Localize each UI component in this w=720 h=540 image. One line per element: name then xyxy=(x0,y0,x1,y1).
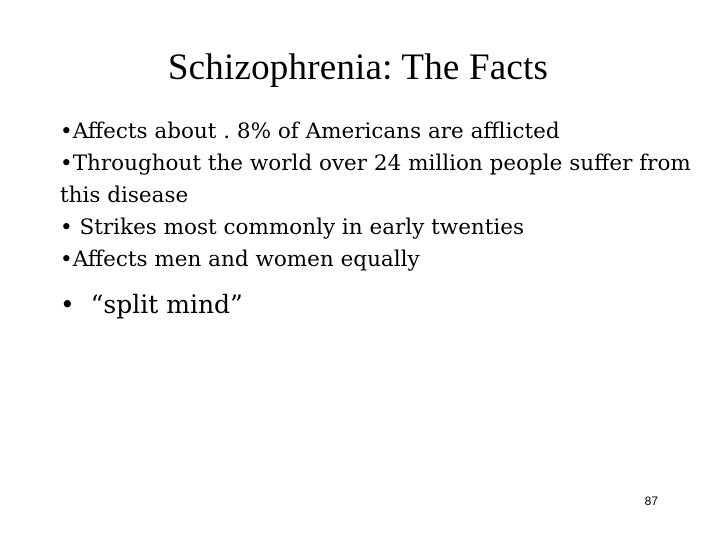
bullet-spacer xyxy=(73,215,80,240)
bullet-glyph: • xyxy=(60,119,73,144)
bullet-item-worldwide xyxy=(60,148,700,212)
bullet-glyph: • xyxy=(60,290,75,319)
bullet-text: “split mind” xyxy=(90,290,243,319)
bullet-glyph: • xyxy=(60,215,73,240)
bullet-spacer xyxy=(75,290,91,319)
bullet-text: Throughout the world over 24 million people suffer from this disease xyxy=(60,151,698,208)
bullet-text: Affects men and women equally xyxy=(72,247,420,272)
bullet-text: Affects about . 8% of Americans are afflicted xyxy=(72,119,560,144)
page-number: 87 xyxy=(644,494,658,508)
bullet-item-split-mind xyxy=(60,288,700,322)
bullet-text: Strikes most commonly in early twenties xyxy=(79,215,525,240)
bullet-list xyxy=(60,116,700,322)
slide-title: Schizophrenia: The Facts xyxy=(167,47,549,88)
bullet-item-gender xyxy=(60,244,700,276)
bullet-glyph: • xyxy=(60,151,73,176)
bullet-item-prevalence xyxy=(60,116,700,148)
bullet-item-onset-age xyxy=(60,212,700,244)
bullet-glyph: • xyxy=(60,247,73,272)
